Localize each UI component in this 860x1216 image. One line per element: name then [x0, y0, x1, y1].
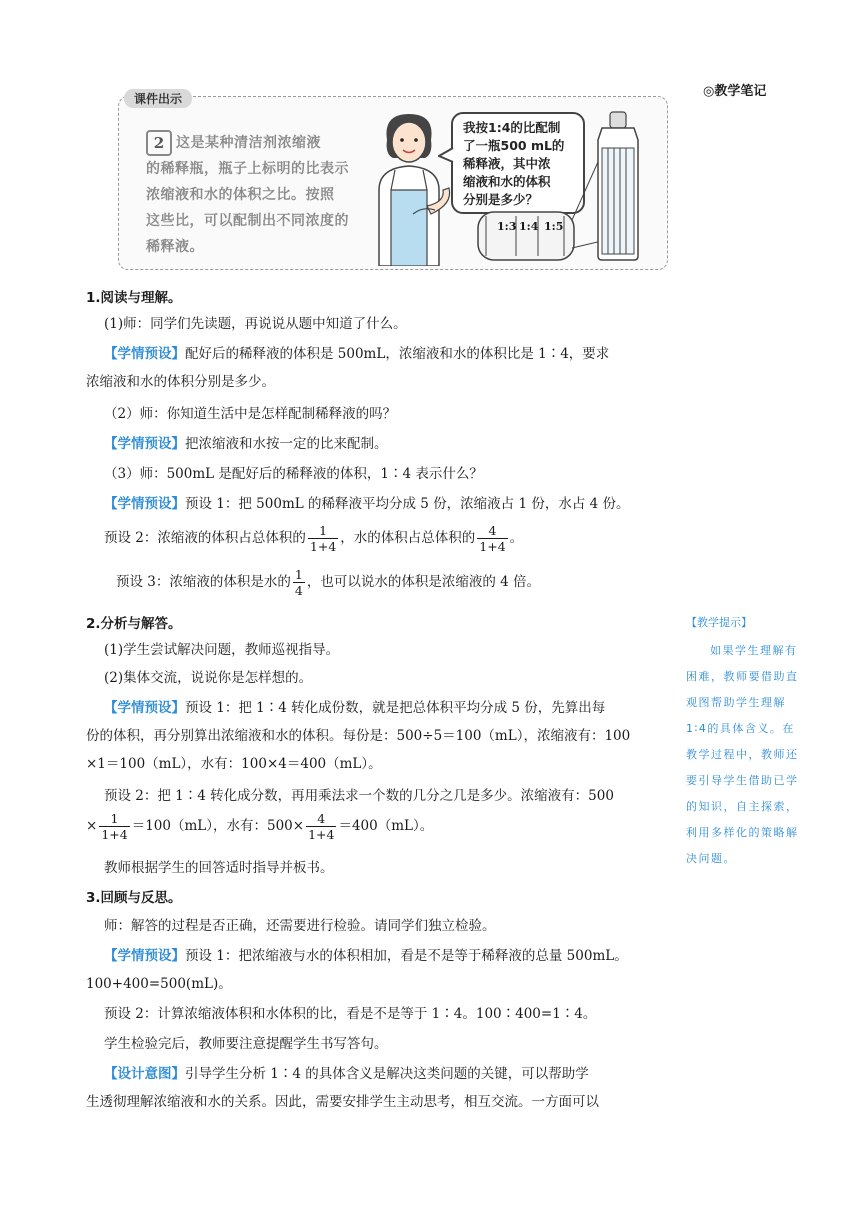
preset-2-calc-line	[86, 806, 433, 846]
numerator: 4	[306, 811, 336, 827]
preset-text: 。	[509, 530, 524, 546]
example-number: 2	[146, 130, 172, 156]
tag-label: 【学情预设】	[104, 948, 185, 964]
answer-line	[104, 494, 630, 514]
courseware-text-line: 稀释液。	[146, 239, 204, 255]
tip-line: 1∶4的具体含义。在	[686, 722, 795, 735]
dilution-bottle	[590, 110, 646, 262]
question-line: （2）师：你知道生活中是怎样配制稀释液的吗？	[104, 406, 397, 422]
answer-line	[104, 946, 628, 966]
design-line	[104, 1064, 589, 1084]
denominator: 4	[294, 583, 303, 598]
preset-3-line	[116, 562, 540, 602]
numerator: 1	[308, 523, 338, 539]
step-line: 学生检验完后，教师要注意提醒学生书写答句。	[104, 1036, 388, 1052]
courseware-text-line: 的稀释瓶，瓶子上标明的比表示	[146, 161, 349, 177]
courseware-label: 课件出示	[124, 89, 192, 108]
question-line: （3）师：500mL 是配好后的稀释液的体积，1∶4 表示什么？	[104, 466, 483, 482]
answer-line: 浓缩液和水的体积分别是多少。	[86, 374, 275, 390]
answer-line: ×1＝100（mL），水有：100×4＝400（mL）。	[86, 756, 382, 772]
ratio-label: 1:5	[544, 220, 564, 233]
fraction	[293, 567, 305, 598]
answer-line: 份的体积，再分别算出浓缩液和水的体积。每份是：500÷5＝100（mL），浓缩液有：100	[86, 728, 631, 744]
calc-text: ＝100（mL），水有：500×	[131, 818, 305, 834]
design-line: 生透彻理解浓缩液和水的关系。因此，需要安排学生主动思考，相互交流。一方面可以	[86, 1094, 599, 1110]
tag-label: 【学情预设】	[104, 346, 185, 362]
answer-line	[104, 344, 609, 364]
tag-label: 【学情预设】	[104, 700, 185, 716]
tag-label: 【设计意图】	[104, 1066, 185, 1082]
courseware-text-line: 这是某种清洁剂浓缩液	[176, 135, 321, 151]
bubble-line: 缩液和水的体积	[463, 174, 551, 189]
step-line: 教师根据学生的回答适时指导并板书。	[104, 860, 334, 876]
tip-line: 教学过程中，教师还	[686, 748, 799, 761]
fraction	[306, 811, 336, 842]
preset-text: ，水的体积占总体积的	[340, 530, 476, 546]
step-line: (2)集体交流，说说你是怎样想的。	[104, 670, 313, 686]
numerator: 1	[294, 567, 303, 582]
bubble-tail	[438, 146, 454, 166]
fraction	[99, 811, 129, 842]
denominator: 1+4	[479, 539, 506, 554]
preset-text: 预设 3：浓缩液的体积是水的	[116, 574, 291, 590]
tip-line: 观图帮助学生理解	[686, 696, 786, 709]
bubble-line: 我按1:4的比配制	[463, 120, 561, 135]
ratio-label: 1:4	[519, 220, 539, 233]
tip-line: 如果学生理解有	[710, 644, 798, 657]
calc-text: ×	[86, 818, 98, 834]
answer-text: 预设 1：把 1∶4 转化成份数，就是把总体积平均分成 5 份，先算出每	[185, 700, 606, 716]
step-line: 师：解答的过程是否正确，还需要进行检验。请同学们独立检验。	[104, 918, 496, 934]
denominator: 1+4	[309, 539, 337, 554]
teaching-notes-title: ◎教学笔记	[703, 84, 767, 99]
courseware-text-line: 这些比，可以配制出不同浓度的	[146, 213, 349, 229]
fraction	[308, 523, 338, 554]
fraction	[477, 523, 507, 554]
preset-text: 预设 2：浓缩液的体积占总体积的	[104, 530, 306, 546]
bubble-line: 了一瓶500 mL的	[463, 138, 565, 153]
numerator: 4	[477, 523, 507, 539]
answer-line	[104, 434, 388, 454]
numerator: 1	[99, 811, 129, 827]
tip-line: 困难，教师要借助直	[686, 670, 799, 683]
bubble-line: 分别是多少？	[463, 192, 539, 207]
section-heading: 1.阅读与理解。	[86, 290, 182, 306]
answer-line	[104, 698, 605, 718]
question-line: (1)师：同学们先读题，再说说从题中知道了什么。	[104, 316, 407, 332]
answer-text: 配好后的稀释液的体积是 500mL，浓缩液和水的体积比是 1∶4，要求	[185, 346, 610, 362]
teacher-illustration	[365, 110, 455, 266]
denominator: 1+4	[101, 827, 128, 842]
calc-text: ＝400（mL）。	[338, 818, 434, 834]
tip-line: 利用多样化的策略解	[686, 826, 799, 839]
denominator: 1+4	[308, 827, 335, 842]
section-heading: 2.分析与解答。	[86, 616, 182, 632]
section-heading: 3.回顾与反思。	[86, 890, 182, 906]
ratio-label: 1:3	[497, 220, 517, 233]
tip-line: 的知识，自主探索，	[686, 800, 799, 813]
answer-text: 预设 1：把浓缩液与水的体积相加，看是不是等于稀释液的总量 500mL。	[185, 948, 628, 964]
answer-text: 预设 1：把 500mL 的稀释液平均分成 5 份，浓缩液占 1 份，水占 4 份。	[185, 496, 630, 512]
step-line: (1)学生尝试解决问题，教师巡视指导。	[104, 642, 340, 658]
preset-2-line	[104, 518, 523, 558]
preset-text: ，也可以说水的体积是浓缩液的 4 倍。	[306, 574, 541, 590]
design-text: 引导学生分析 1∶4 的具体含义是解决这类问题的关键，可以帮助学	[185, 1066, 589, 1082]
bottle-zoom-frame	[476, 208, 578, 264]
answer-line: 100+400=500(mL)。	[86, 976, 232, 992]
tip-line: 决问题。	[686, 852, 736, 865]
bubble-line: 稀释液，其中浓	[463, 156, 551, 171]
answer-text: 把浓缩液和水按一定的比来配制。	[185, 436, 388, 452]
tag-label: 【学情预设】	[104, 436, 185, 452]
tip-line: 要引导学生借助已学	[686, 774, 799, 787]
teaching-tip-title: 【教学提示】	[686, 616, 752, 629]
answer-line: 预设 2：把 1∶4 转化成分数，再用乘法求一个数的几分之几是多少。浓缩液有：500	[104, 788, 614, 804]
tag-label: 【学情预设】	[104, 496, 185, 512]
courseware-text-line: 浓缩液和水的体积之比。按照	[146, 187, 335, 203]
answer-line: 预设 2：计算浓缩液体积和水体积的比，看是不是等于 1∶4。100∶400=1∶4。	[104, 1006, 597, 1022]
